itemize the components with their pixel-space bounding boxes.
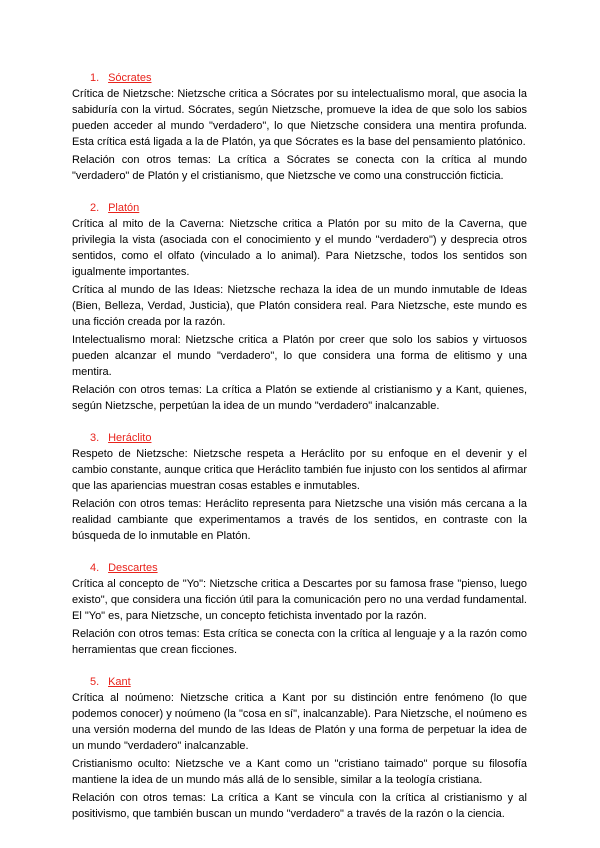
- paragraph: Relación con otros temas: Esta crítica se conecta con la crítica al lenguaje y a la razón como herramientas que crean ficciones.: [72, 628, 527, 656]
- section-platon: [72, 200, 527, 414]
- paragraph: Cristianismo oculto: Nietzsche ve a Kant como un "cristiano taimado" porque su filosofía mantiene la idea de un mundo más allá de lo sensible, similar a la teología cristiana.: [72, 758, 527, 786]
- section-title[interactable]: Platón: [108, 202, 140, 214]
- section-title[interactable]: Heráclito: [108, 432, 152, 444]
- paragraph: Crítica al concepto de "Yo": Nietzsche critica a Descartes por su famosa frase "pienso, luego existo", que considera una ficción útil para la comunicación pero no una verdad fundamental. El "Yo" es, para Nietzsche, un concepto fetichista inventado por la razón.: [72, 578, 527, 622]
- section-socrates: [72, 70, 527, 184]
- paragraph: Relación con otros temas: La crítica a Kant se vincula con la crítica al cristianismo y al positivismo, que también buscan un mundo "verdadero" a través de la razón o la ciencia.: [72, 792, 527, 820]
- section-heading: [72, 560, 527, 576]
- section-title[interactable]: Kant: [108, 676, 131, 688]
- section-number: 2.: [90, 202, 100, 214]
- document-page: [72, 70, 527, 838]
- paragraph: Relación con otros temas: La crítica a Platón se extiende al cristianismo y a Kant, quienes, según Nietzsche, perpetúan la idea de un mundo "verdadero" inalcanzable.: [72, 384, 527, 412]
- section-number: 5.: [90, 676, 100, 688]
- section-heraclito: [72, 430, 527, 544]
- paragraph: Intelectualismo moral: Nietzsche critica a Platón por creer que solo los sabios y virtuosos pueden alcanzar el mundo "verdadero", lo que considera una forma de elitismo y una mentira.: [72, 334, 527, 378]
- paragraph: Relación con otros temas: Heráclito representa para Nietzsche una visión más cercana a la realidad cambiante que experimentamos a través de los sentidos, en contraste con la búsqueda de lo inmutable en Platón.: [72, 498, 527, 542]
- paragraph: Crítica de Nietzsche: Nietzsche critica a Sócrates por su intelectualismo moral, que asocia la sabiduría con la virtud. Sócrates, según Nietzsche, promueve la idea de que solo los sabios pueden acceder al mundo "verdadero", lo que Nietzsche considera una mentira profunda. Esta crítica está ligada a la de Platón, ya que Sócrates es la base del pensamiento platónico.: [72, 88, 527, 148]
- section-heading: [72, 200, 527, 216]
- section-heading: [72, 430, 527, 446]
- section-number: 4.: [90, 562, 100, 574]
- paragraph: Crítica al mundo de las Ideas: Nietzsche rechaza la idea de un mundo inmutable de Ideas (Bien, Belleza, Verdad, Justicia), que Platón considera real. Para Nietzsche, este mundo es una ficción creada por la razón.: [72, 284, 527, 328]
- section-heading: [72, 70, 527, 86]
- section-kant: [72, 674, 527, 822]
- section-number: 3.: [90, 432, 100, 444]
- section-number: 1.: [90, 72, 100, 84]
- section-descartes: [72, 560, 527, 658]
- paragraph: Relación con otros temas: La crítica a Sócrates se conecta con la crítica al mundo "verdadero" de Platón y el cristianismo, que Nietzsche ve como una construcción ficticia.: [72, 154, 527, 182]
- section-heading: [72, 674, 527, 690]
- section-title[interactable]: Descartes: [108, 562, 158, 574]
- paragraph: Crítica al noúmeno: Nietzsche critica a Kant por su distinción entre fenómeno (lo que podemos conocer) y noúmeno (la "cosa en sí", inalcanzable). Para Nietzsche, el noúmeno es una versión moderna del mundo de las Ideas de Platón y una forma de perpetuar la idea de un mundo "verdadero" inalcanzable.: [72, 692, 527, 752]
- paragraph: Crítica al mito de la Caverna: Nietzsche critica a Platón por su mito de la Caverna, que privilegia la vista (asociada con el conocimiento y el mundo "verdadero") y desprecia otros sentidos, como el olfato (vinculado a lo animal). Para Nietzsche, todos los sentidos son igualmente importantes.: [72, 218, 527, 278]
- paragraph: Respeto de Nietzsche: Nietzsche respeta a Heráclito por su enfoque en el devenir y el cambio constante, aunque critica que Heráclito también fue injusto con los sentidos al afirmar que las apariencias muestran cosas estables e inmutables.: [72, 448, 527, 492]
- section-title[interactable]: Sócrates: [108, 72, 152, 84]
